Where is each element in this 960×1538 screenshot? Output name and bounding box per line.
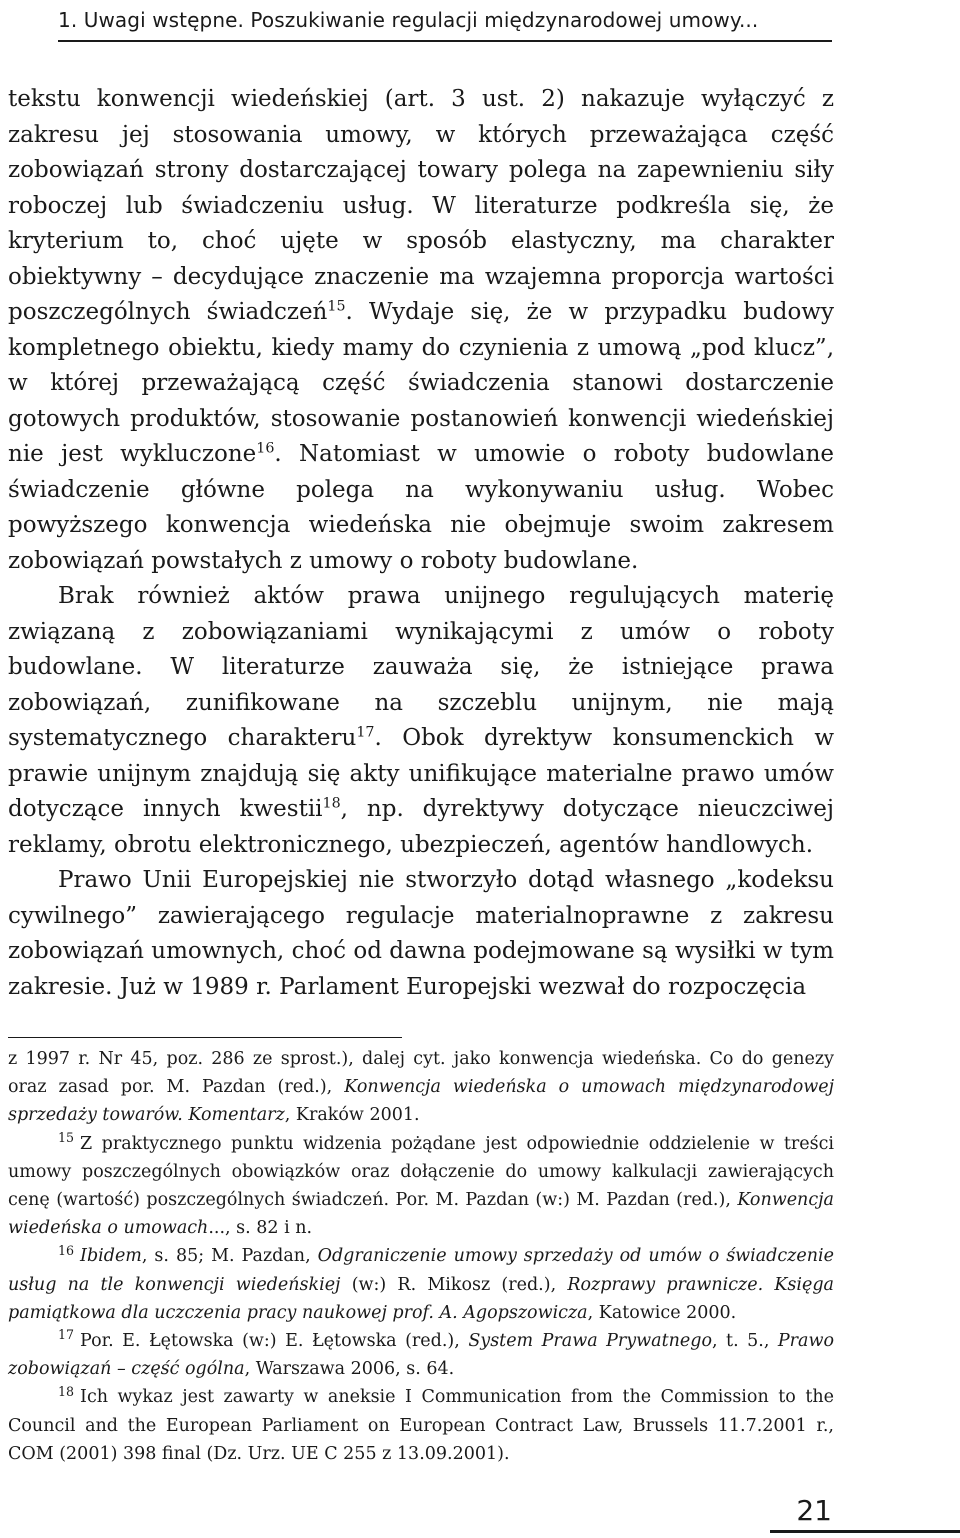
text-run: Z praktycznego punktu widzenia pożądane jest odpowiednie oddzielenie w treści umowy poszczególnych obowiązków oraz dołączenie do umowy kalkulacji zawierających cenę (wartość) poszczególnych świadczeń. Por. M. Pazdan (w:) M. Pazdan (red.), (8, 1133, 834, 1211)
text-run: . Obok dyrektyw konsumenckich w prawie unijnym znajdują się akty unifikujące materialne prawo umów dotyczące innych kwestii (8, 725, 835, 822)
text-run: Ich wykaz jest zawarty w aneksie I Communication from the Commission to the Council and the European Parliament on European Contract Law, Brussels 11.7.2001 r., COM (2001) 398 final (Dz. Urz. UE C 255 z 13.09.2001). (8, 1387, 834, 1464)
text-run: . Natomiast w umowie o roboty budowlane świadczenie główne polega na wykonywaniu usług. Wobec powyższego konwencja wiedeńska nie obejmuje swoim zakresem zobowiązań powstałych z umowy o roboty budowlane. (8, 441, 834, 574)
text-run: (w:) R. Mikosz (red.), (340, 1274, 568, 1295)
footnote-number: 16 (58, 1242, 75, 1258)
text-run: tekstu konwencji wiedeńskiej (art. 3 ust. 2) nakazuje wyłączyć z zakresu jej stosowania umowy, w których przeważająca część zobowiązań strony dostarczającej towary polega na zapewnieniu siły roboczej lub świadczeniu usług. W literaturze podkreśla się, że kryterium to, choć ujęte w sposób elastyczny, ma charakter obiektywny – decydujące znaczenie ma wzajemna proporcja wartości poszczególnych świadczeń (8, 86, 834, 325)
italic-text: Prawo zobowiązań – część ogólna (8, 1331, 834, 1380)
running-head: 1. Uwagi wstępne. Poszukiwanie regulacji międzynarodowej umowy... (58, 8, 759, 32)
text-run: , Warszawa 2006, s. 64. (244, 1359, 455, 1380)
body-paragraph (8, 863, 834, 1005)
page-number-rule (770, 1530, 960, 1533)
footnote-reference: 16 (256, 440, 275, 457)
text-run: Por. E. Łętowska (w:) E. Łętowska (red.), (80, 1331, 469, 1352)
italic-text: Konwencja wiedeńska o umowach (8, 1190, 834, 1239)
footnote-separator (8, 1037, 402, 1038)
footnote-number: 17 (58, 1327, 75, 1343)
page-number: 21 (796, 1494, 832, 1527)
footnote (8, 1383, 834, 1468)
italic-text: Konwencja wiedeńska o umowach międzynarodowej sprzedaży towarów. Komentarz (8, 1077, 834, 1126)
main-text (8, 82, 834, 1005)
footnotes (8, 1045, 834, 1468)
text-run: , t. 5., (711, 1331, 778, 1352)
italic-text: Ibidem (80, 1246, 142, 1267)
text-run: z 1997 r. Nr 45, poz. 286 ze sprost.), dalej cyt. jako konwencja wiedeńska. Co do genezy oraz zasad por. M. Pazdan (red.), (8, 1049, 834, 1098)
header-rule (58, 40, 832, 42)
text-run: ..., s. 82 i n. (208, 1218, 313, 1239)
footnote (8, 1045, 834, 1130)
body-paragraph (8, 579, 834, 863)
text-run: , Katowice 2000. (587, 1302, 737, 1323)
body-paragraph (8, 82, 834, 579)
text-run: , np. dyrektywy dotyczące nieuczciwej reklamy, obrotu elektronicznego, ubezpieczeń, agentów handlowych. (8, 796, 834, 858)
italic-text: System Prawa Prywatnego (468, 1331, 712, 1352)
text-run: Brak również aktów prawa unijnego regulujących materię związaną z zobowiązaniami wynikającymi z umów o roboty budowlane. W literaturze zauważa się, że istniejące prawa zobowiązań, zunifikowane na szczeblu unijnym, nie mają systematycznego charakteru (8, 583, 834, 751)
footnote-number: 18 (58, 1383, 75, 1399)
footnote-reference: 18 (322, 795, 341, 812)
italic-text: Rozprawy prawnicze. Księga pamiątkowa dla uczczenia pracy naukowej prof. A. Agopszowicza (8, 1274, 834, 1323)
footnote-reference: 15 (327, 298, 346, 315)
text-run: Prawo Unii Europejskiej nie stworzyło dotąd własnego „kodeksu cywilnego” zawierającego regulacje materialnoprawne z zakresu zobowiązań umownych, choć od dawna podejmowane są wysiłki w tym zakresie. Już w 1989 r. Parlament Europejski wezwał do rozpoczęcia (8, 867, 834, 1000)
footnote-reference: 17 (356, 724, 375, 741)
footnote (8, 1130, 834, 1243)
italic-text: Odgraniczenie umowy sprzedaży od umów o świadczenie usług na tle konwencji wiedeńskiej (8, 1246, 834, 1295)
text-run: . Wydaje się, że w przypadku budowy kompletnego obiektu, kiedy mamy do czynienia z umową „pod klucz”, w której przeważającą część świadczenia stanowi dostarczenie gotowych produktów, stosowanie postanowień konwencji wiedeńskiej nie jest wykluczone (8, 299, 834, 467)
footnote (8, 1242, 834, 1327)
footnote-number: 15 (58, 1129, 75, 1145)
footnote (8, 1327, 834, 1383)
text-run: , s. 85; M. Pazdan, (141, 1246, 318, 1267)
text-run: , Kraków 2001. (284, 1105, 420, 1126)
